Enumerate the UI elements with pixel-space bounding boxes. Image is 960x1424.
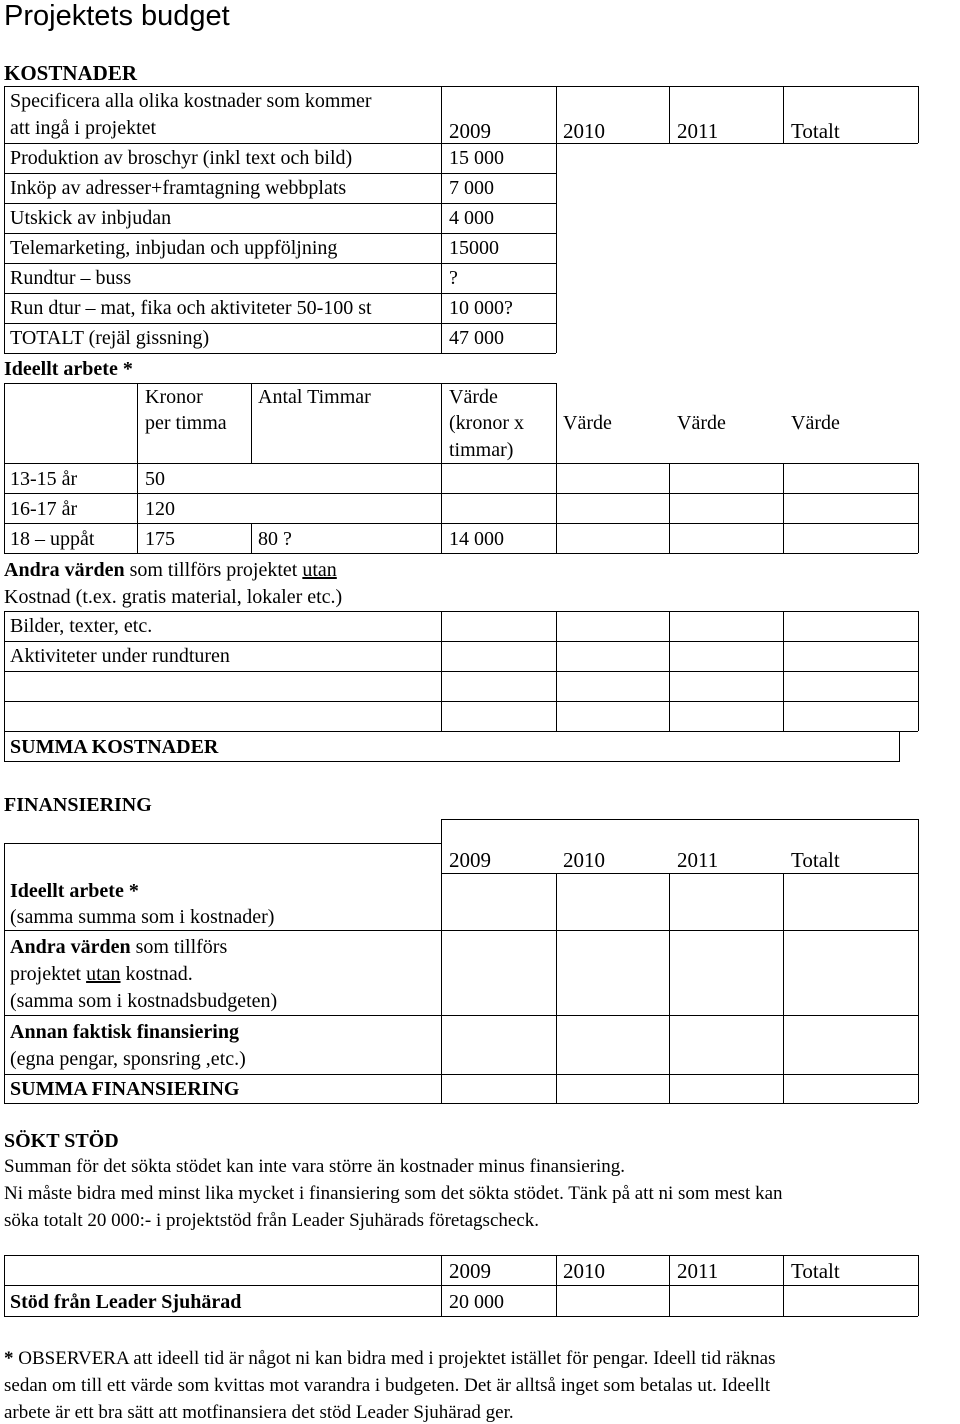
- cost-total-value: 47 000: [449, 327, 504, 349]
- cost-row-value: 7 000: [449, 177, 494, 199]
- volunteer-col-varde-2: (kronor x: [449, 412, 524, 434]
- volunteer-col-varde-total: Värde: [791, 412, 840, 434]
- cost-total-label: TOTALT (rejäl gissning): [10, 327, 210, 349]
- costs-intro-line1: Specificera alla olika kostnader som kommer: [10, 90, 372, 112]
- costs-heading: KOSTNADER: [4, 61, 138, 85]
- footnote-line3: arbete är ett bra sätt att motfinansiera det stöd Leader Sjuhärad ger.: [4, 1402, 514, 1423]
- financing-annan-note: (egna pengar, sponsring ,etc.): [10, 1048, 246, 1070]
- cost-row-label: Inköp av adresser+framtagning webbplats: [10, 177, 347, 199]
- cost-row-value: 10 000?: [449, 297, 513, 319]
- sought-year-2010: 2010: [563, 1259, 605, 1283]
- volunteer-row-value: 14 000: [449, 528, 504, 550]
- sought-line2: Ni måste bidra med minst lika mycket i finansiering som det sökta stödet. Tänk på att ni som mest kan: [4, 1183, 783, 1204]
- financing-other-text: som tillförs: [130, 936, 228, 958]
- volunteer-row-hours: 80 ?: [258, 528, 292, 550]
- financing-year-2011: 2011: [677, 848, 719, 872]
- volunteer-heading: Ideellt arbete *: [4, 358, 133, 380]
- volunteer-col-varde-3: timmar): [449, 439, 514, 461]
- cost-row-label: Produktion av broschyr (inkl text och bild): [10, 147, 353, 169]
- costs-year-total: Totalt: [791, 119, 840, 143]
- cost-row-label: Rundtur – buss: [10, 267, 132, 289]
- volunteer-row-age: 13-15 år: [10, 468, 78, 490]
- financing-year-total: Totalt: [791, 848, 840, 872]
- financing-other-line2-a: projektet: [10, 963, 87, 985]
- volunteer-row-rate: 175: [145, 528, 175, 550]
- other-values-row: Bilder, texter, etc.: [10, 615, 153, 637]
- other-values-row: Aktiviteter under rundturen: [10, 645, 230, 667]
- footnote-asterisk: *: [4, 1348, 19, 1369]
- costs-year-2009: 2009: [449, 119, 491, 143]
- volunteer-col-kronor: Kronor: [145, 386, 203, 408]
- cost-row-label: Run dtur – mat, fika och aktiviteter 50-100 st: [10, 297, 372, 319]
- volunteer-col-varde-2010: Värde: [563, 412, 612, 434]
- footnote-line2: sedan om till ett värde som kvittas mot varandra i budgeten. Det är alltså inget som betalas ut. Ideellt: [4, 1375, 771, 1396]
- sought-row-value: 20 000: [449, 1291, 504, 1313]
- financing-heading: FINANSIERING: [4, 794, 152, 816]
- summa-finansiering: SUMMA FINANSIERING: [10, 1078, 240, 1100]
- volunteer-col-varde: Värde: [449, 386, 498, 408]
- other-values-text: som tillförs projektet: [124, 559, 303, 581]
- sought-year-2009: 2009: [449, 1259, 491, 1283]
- sought-line3: söka totalt 20 000:- i projektstöd från Leader Sjuhärads företagscheck.: [4, 1210, 539, 1231]
- sought-row-label: Stöd från Leader Sjuhärad: [10, 1291, 242, 1313]
- financing-year-2010: 2010: [563, 848, 605, 872]
- costs-year-2010: 2010: [563, 119, 605, 143]
- sought-year-total: Totalt: [791, 1259, 840, 1283]
- volunteer-col-antal: Antal Timmar: [258, 386, 371, 408]
- cost-row-label: Utskick av inbjudan: [10, 207, 172, 229]
- financing-other-label: [10, 937, 227, 957]
- cost-row-value: 4 000: [449, 207, 494, 229]
- financing-annan-label: Annan faktisk finansiering: [10, 1021, 239, 1043]
- footnote-line1-text: OBSERVERA att ideell tid är något ni kan bidra med i projektet istället för pengar. Ideell tid räknas: [18, 1348, 776, 1369]
- financing-volunteer-note: (samma summa som i kostnader): [10, 906, 275, 928]
- page-title: Projektets budget: [4, 0, 230, 32]
- other-values-heading: [4, 560, 337, 580]
- sought-heading: SÖKT STÖD: [4, 1130, 119, 1152]
- financing-other-bold: Andra värden: [10, 936, 131, 958]
- cost-row-value: 15000: [449, 237, 499, 259]
- volunteer-row-age: 16-17 år: [10, 498, 78, 520]
- financing-other-line2-u: utan: [86, 963, 121, 985]
- other-values-underlined: utan: [302, 559, 337, 581]
- volunteer-col-per-timma: per timma: [145, 412, 227, 434]
- cost-row-value: ?: [449, 267, 458, 289]
- costs-year-2011: 2011: [677, 119, 719, 143]
- volunteer-row-age: 18 – uppåt: [10, 528, 95, 550]
- volunteer-col-varde-2011: Värde: [677, 412, 726, 434]
- volunteer-row-rate: 50: [145, 468, 165, 490]
- other-values-bold: Andra värden: [4, 559, 125, 581]
- cost-row-value: 15 000: [449, 147, 504, 169]
- financing-other-line2: [10, 964, 193, 984]
- footnote-line1: [4, 1349, 776, 1368]
- financing-other-line2-b: kostnad.: [120, 963, 193, 985]
- financing-volunteer-label: Ideellt arbete *: [10, 880, 139, 902]
- financing-year-2009: 2009: [449, 848, 491, 872]
- cost-row-label: Telemarketing, inbjudan och uppföljning: [10, 237, 338, 259]
- sought-line1: Summan för det sökta stödet kan inte vara större än kostnader minus finansiering.: [4, 1156, 626, 1177]
- volunteer-row-rate: 120: [145, 498, 175, 520]
- summa-kostnader: SUMMA KOSTNADER: [10, 736, 219, 758]
- financing-other-note: (samma som i kostnadsbudgeten): [10, 990, 278, 1012]
- costs-intro-line2: att ingå i projektet: [10, 117, 157, 139]
- other-values-line2: Kostnad (t.ex. gratis material, lokaler etc.): [4, 586, 343, 608]
- sought-year-2011: 2011: [677, 1259, 719, 1283]
